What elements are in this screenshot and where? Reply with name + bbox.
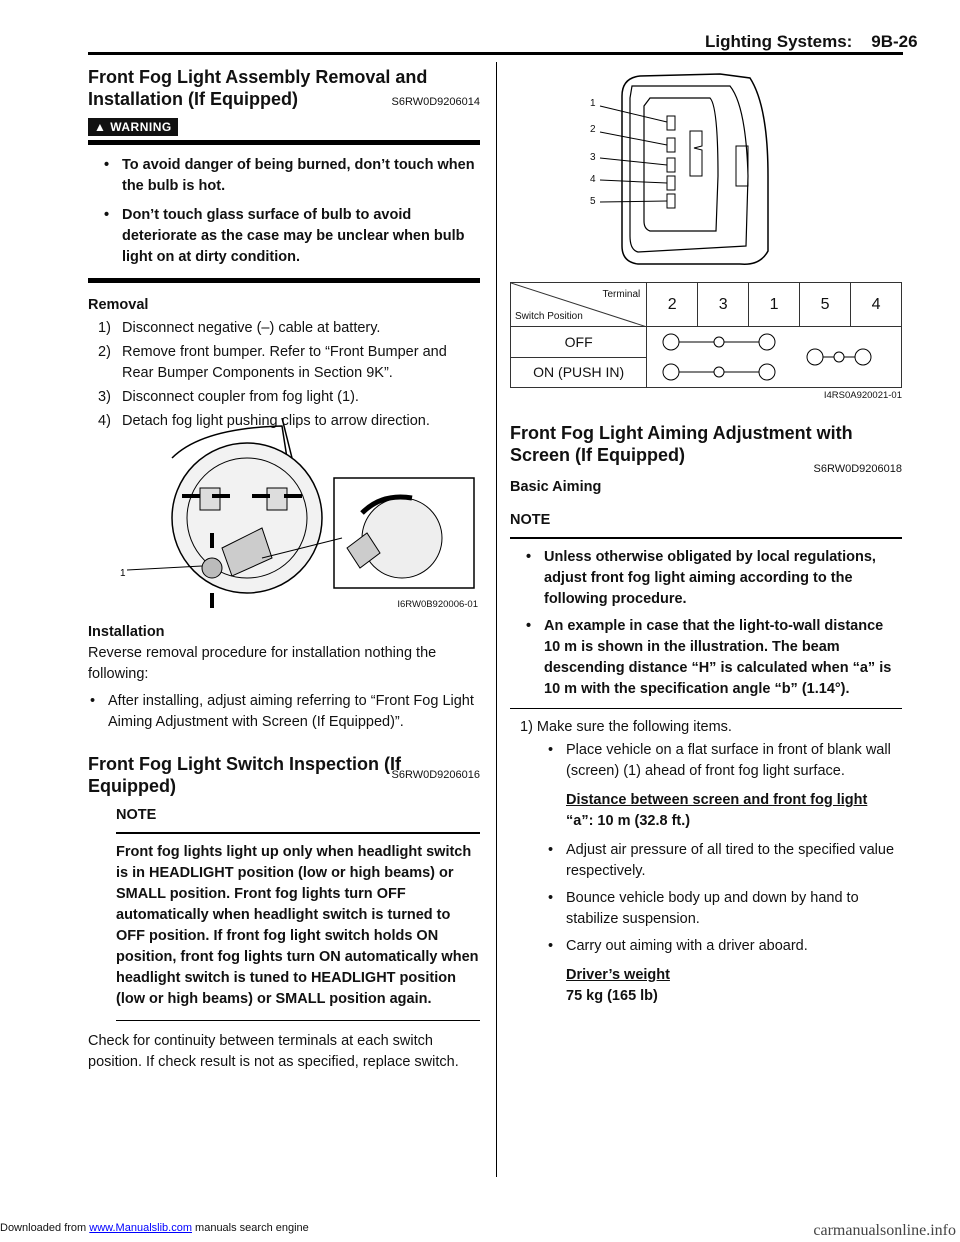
note-label: NOTE xyxy=(510,512,551,528)
warning-top-rule xyxy=(88,140,480,145)
removal-step: 1) Disconnect negative (–) cable at battery. xyxy=(98,320,381,336)
figure-callout: 1 xyxy=(120,568,126,579)
connector-illustration xyxy=(510,66,902,276)
right-column xyxy=(510,422,902,1007)
note-item: • An example in case that the light-to-wall distance 10 m is shown in the illustration. The beam descending distance “H” is calculated when “a” is 10 m with the specification angle “b” (1.14°). xyxy=(524,616,902,700)
fog-light-figure xyxy=(112,418,478,610)
warning-label: WARNING xyxy=(110,120,172,134)
footer-tail-text: manuals search engine xyxy=(191,1222,309,1234)
page-header-title: Lighting Systems: 9B-26 xyxy=(705,32,918,51)
note-block xyxy=(116,805,480,1021)
corner-terminal-label: Terminal xyxy=(602,289,641,300)
warning-bottom-rule xyxy=(88,278,480,283)
terminal-number: 3 xyxy=(590,152,596,163)
header-rule xyxy=(88,52,903,55)
check-text: Check for continuity between terminals at each switch position. If check result is not as specified, replace switch. xyxy=(88,1033,459,1070)
removal-step: 4) Detach fog light pushing clips to arrow direction. xyxy=(98,413,430,429)
installation-heading: Installation xyxy=(88,624,165,640)
note-label: NOTE xyxy=(116,807,157,823)
installation-item: • After installing, adjust aiming referring to “Front Fog Light Aiming Adjustment with Screen (If Equipped)”. xyxy=(88,691,480,733)
distance-label: Distance between screen and front fog light xyxy=(566,792,868,808)
terminal-number: 4 xyxy=(590,174,596,185)
section-title-removal-installation: Front Fog Light Assembly Removal and Installation (If Equipped) xyxy=(88,67,428,109)
driver-weight-label: Driver’s weight xyxy=(566,967,670,983)
column-divider xyxy=(496,62,497,1177)
distance-value: “a”: 10 m (32.8 ft.) xyxy=(566,813,691,829)
note-bottom-rule xyxy=(116,1020,480,1022)
terminal-number: 1 xyxy=(590,98,596,109)
note-item: • Unless otherwise obligated by local regulations, adjust front fog light aiming according to the following procedure. xyxy=(524,547,902,610)
left-column xyxy=(88,66,480,432)
section-code: S6RW0D9206018 xyxy=(813,463,902,475)
warning-item: • To avoid danger of being burned, don’t touch when the bulb is hot. xyxy=(102,155,480,197)
driver-weight-value: 75 kg (165 lb) xyxy=(566,988,658,1004)
figure-code: I4RS0A920021-01 xyxy=(823,390,902,401)
left-column-lower xyxy=(88,622,480,1073)
step-1: 1) Make sure the following items. xyxy=(520,719,732,735)
warning-block xyxy=(88,118,480,283)
section-code: S6RW0D9206014 xyxy=(391,96,480,108)
note-top-rule xyxy=(510,537,902,539)
section-title-switch-inspection: Front Fog Light Switch Inspection (If Equipped) xyxy=(88,754,401,796)
note-bottom-rule xyxy=(510,708,902,710)
continuity-diagram xyxy=(647,327,902,388)
section-code: S6RW0D9206016 xyxy=(391,769,480,781)
note-top-rule xyxy=(116,832,480,834)
continuity-table xyxy=(510,282,902,388)
connector-figure xyxy=(510,66,902,402)
note-block xyxy=(510,510,902,709)
note-text: Front fog lights light up only when headlight switch is in HEADLIGHT position (low or high beams) or SMALL position. Front fog lights turn OFF automatically when headlight switch is turned to OFF position. If front fog light switch holds ON position, front fog lights turn ON automatically when headlight switch is tuned to HEADLIGHT position (low or high beams) or SMALL position again. xyxy=(116,843,479,1007)
warning-item: • Don’t touch glass surface of bulb to avoid deteriorate as the case may be unclear when bulb light on at dirty condition. xyxy=(102,205,480,268)
footer-watermark: carmanualsonline.info xyxy=(813,1222,956,1239)
installation-text: Reverse removal procedure for installation nothing the following: xyxy=(88,645,437,682)
fog-light-illustration xyxy=(112,418,478,610)
terminal-header: 2 xyxy=(647,283,698,327)
removal-step: 2) Remove front bumper. Refer to “Front Bumper and Rear Bumper Components in Section 9K”. xyxy=(98,344,447,381)
warning-badge xyxy=(88,118,178,136)
step-1-item: • Carry out aiming with a driver aboard. xyxy=(546,936,902,957)
terminal-header: 4 xyxy=(851,283,902,327)
terminal-header: 3 xyxy=(698,283,749,327)
footer-site-link[interactable]: www.Manualslib.com xyxy=(89,1222,192,1234)
removal-step: 3) Disconnect coupler from fog light (1). xyxy=(98,389,359,405)
step-1-item: • Bounce vehicle body up and down by hand to stabilize suspension. xyxy=(546,888,902,930)
removal-heading: Removal xyxy=(88,297,149,313)
continuity-lines xyxy=(647,327,891,387)
basic-aiming-heading: Basic Aiming xyxy=(510,479,602,495)
row-on-push-in: ON (PUSH IN) xyxy=(511,357,647,388)
step-1-item: • Adjust air pressure of all tired to the specified value respectively. xyxy=(546,840,902,882)
row-off: OFF xyxy=(511,327,647,358)
section-title-aiming: Front Fog Light Aiming Adjustment with Screen (If Equipped) xyxy=(510,423,853,465)
terminal-header: 1 xyxy=(749,283,800,327)
terminal-number: 5 xyxy=(590,196,596,207)
step-1-item: • Place vehicle on a flat surface in front of blank wall (screen) (1) ahead of front fog light surface. xyxy=(546,740,902,782)
warning-icon: ▲ xyxy=(94,120,111,134)
figure-code: I6RW0B920006-01 xyxy=(397,599,478,610)
corner-position-label: Switch Position xyxy=(515,311,583,322)
terminal-number: 2 xyxy=(590,124,596,135)
table-corner-cell xyxy=(511,283,647,327)
footer-downloaded-text: Downloaded from xyxy=(0,1222,87,1234)
terminal-header: 5 xyxy=(800,283,851,327)
footer-download-note xyxy=(0,1222,309,1234)
